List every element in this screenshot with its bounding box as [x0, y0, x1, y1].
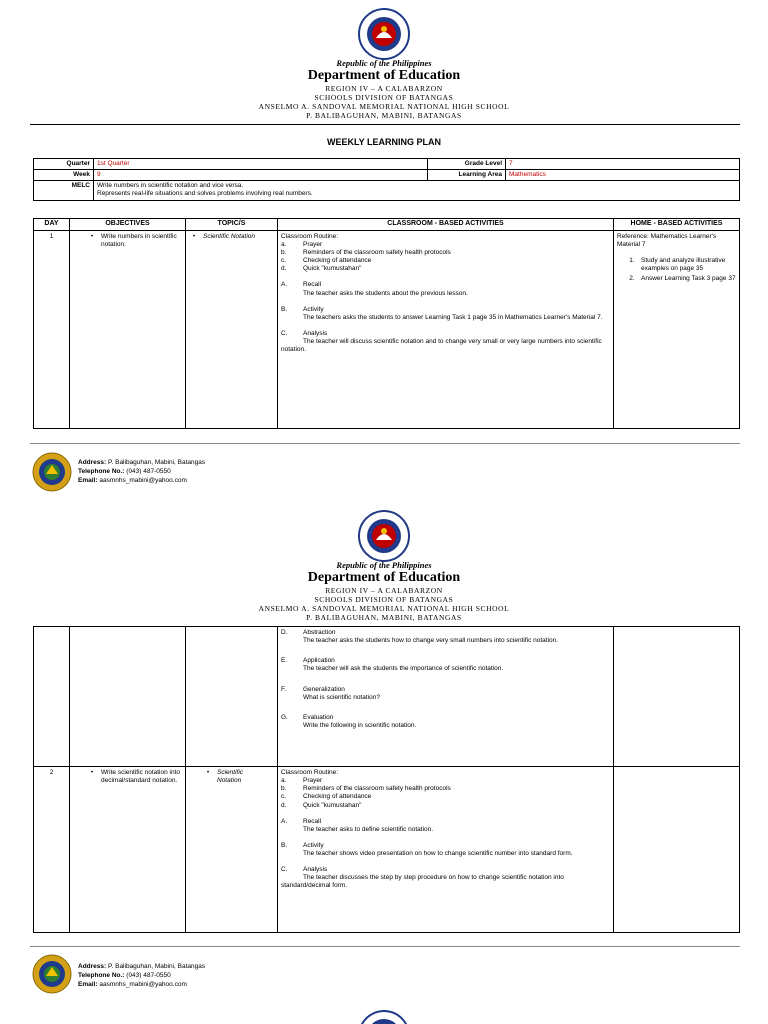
classroom-cell	[278, 627, 614, 767]
deped-seal-icon	[358, 510, 410, 562]
school-heading: ANSELMO A. SANDOVAL MEMORIAL NATIONAL HIGH SCHOOL	[258, 102, 510, 111]
melc-value	[94, 181, 740, 201]
topic-cell	[186, 627, 278, 767]
routine-item: Quick "kumustahan"	[303, 265, 362, 273]
plan-title: WEEKLY LEARNING PLAN	[326, 137, 441, 147]
division-heading: SCHOOLS DIVISION OF BATANGAS	[314, 93, 454, 102]
list-marker: B.	[281, 841, 288, 849]
page-1	[0, 0, 768, 500]
step-title: Generalization	[303, 685, 345, 693]
home-reference: Reference: Mathematics Learner's Material 7	[617, 232, 717, 248]
address-value: P. Balibaguhan, Mabini, Batangas	[108, 963, 206, 970]
list-marker: d.	[281, 265, 287, 273]
home-cell	[614, 627, 740, 767]
phone-label: Telephone No.:	[78, 972, 125, 980]
list-marker: D.	[281, 629, 288, 636]
step-title: Application	[303, 657, 335, 665]
address-label: Address:	[78, 963, 107, 970]
step-text: The teacher shows video presentation on how to change scientific number into standard form.	[303, 850, 573, 857]
list-marker: B.	[281, 305, 288, 313]
step-text: Write the following in scientific notation.	[303, 721, 417, 729]
week-label: Week	[34, 170, 94, 181]
list-marker: c.	[281, 793, 287, 801]
info-table	[33, 158, 740, 201]
list-marker: c.	[281, 257, 287, 265]
footer-contact	[78, 962, 205, 989]
email-value: aasmnhs_mabini@yahoo.com	[99, 477, 187, 485]
home-cell	[614, 767, 740, 933]
list-marker: a.	[281, 777, 287, 785]
email-label: Email:	[78, 981, 98, 989]
list-marker: G.	[281, 713, 288, 721]
routine-item: Prayer	[303, 240, 323, 248]
step-title: Recall	[303, 817, 322, 825]
phone-value: (043) 487-0550	[126, 972, 171, 980]
step-title: Activity	[303, 841, 324, 849]
day-cell	[34, 627, 70, 767]
topic-cell: • Scientific Notation	[186, 767, 278, 933]
school-logo-icon	[32, 954, 72, 994]
routine-title: Classroom Routine:	[281, 769, 339, 776]
routine-item: Reminders of the classroom safety health protocols	[303, 249, 451, 256]
list-marker: d.	[281, 801, 287, 809]
footer-contact	[78, 458, 205, 485]
grade-label: Grade Level	[428, 159, 506, 170]
objective-cell: • Write scientific notation into decimal/standard notation.	[70, 767, 186, 933]
republic-heading: Republic of the Philippines	[336, 58, 432, 68]
col-home: HOME - BASED ACTIVITIES	[614, 219, 740, 231]
republic-heading: Republic of the Philippines	[336, 560, 432, 570]
address-label: Address:	[78, 459, 107, 466]
routine-item: Prayer	[303, 777, 323, 785]
school-logo-icon	[32, 452, 72, 492]
objective-text: Write numbers in scientific notation.	[101, 232, 177, 248]
step-text: The teacher asks to define scientific notation.	[303, 825, 434, 833]
home-item: Study and analyze illustrative examples on page 35	[641, 257, 726, 273]
page-2	[0, 500, 768, 1002]
col-topics: TOPIC/S	[186, 219, 278, 231]
step-text: The teacher will discuss scientific notation and to change very small or very large numbers into scientific notation.	[281, 338, 602, 354]
topic-text: Scientific Notation	[203, 232, 256, 240]
step-title: Analysis	[303, 866, 328, 874]
objective-cell: • Write numbers in scientific notation.	[70, 230, 186, 428]
classroom-cell	[278, 230, 614, 428]
list-marker: b.	[281, 785, 287, 793]
list-marker: 2.	[629, 275, 635, 283]
routine-item: Reminders of the classroom safety health protocols	[303, 785, 451, 793]
step-text: The teacher asks the students how to change very small numbers into scientific notation.	[303, 637, 559, 645]
area-label: Learning Area	[428, 170, 506, 181]
routine-title: Classroom Routine:	[281, 232, 339, 240]
home-item: Answer Learning Task 3 page 37	[641, 275, 736, 283]
school-address-heading: P. BALIBAGUHAN, MABINI, BATANGAS	[306, 111, 462, 120]
week-value: 9	[94, 170, 428, 181]
day-cell: 2	[34, 767, 70, 933]
col-classroom: CLASSROOM - BASED ACTIVITIES	[278, 219, 614, 231]
region-heading: REGION IV – A CALABARZON	[325, 586, 443, 595]
day-cell: 1	[34, 230, 70, 428]
list-marker: F.	[281, 685, 287, 693]
col-objectives: OBJECTIVES	[70, 219, 186, 231]
list-marker: A.	[281, 817, 288, 825]
step-text: The teachers asks the students to answer Learning Task 1 page 35 in Mathematics Learner's Material 7.	[303, 313, 603, 321]
step-text: The teacher discusses the step by step procedure on how to change scientific notation into standard/decimal form.	[281, 874, 564, 890]
school-address-heading: P. BALIBAGUHAN, MABINI, BATANGAS	[306, 613, 462, 622]
list-marker: a.	[281, 240, 287, 248]
phone-value: (043) 487-0550	[126, 468, 171, 476]
topic-text: Scientific Notation	[217, 769, 244, 785]
routine-item: Checking of attendance	[303, 257, 372, 265]
deped-seal-icon	[358, 1010, 410, 1024]
objective-cell	[70, 627, 186, 767]
list-marker: b.	[281, 249, 287, 256]
objective-text: Write scientific notation into decimal/standard notation.	[101, 769, 180, 785]
topic-cell: • Scientific Notation	[186, 230, 278, 428]
step-title: Activity	[303, 305, 324, 313]
grade-value: 7	[506, 159, 740, 170]
routine-item: Checking of attendance	[303, 793, 372, 801]
email-value: aasmnhs_mabini@yahoo.com	[99, 981, 187, 989]
footer-divider	[30, 946, 740, 947]
list-marker: 1.	[629, 257, 635, 264]
step-title: Recall	[303, 281, 322, 289]
department-heading: Department of Education	[307, 68, 461, 83]
step-text: The teacher will ask the students the importance of scientific notation.	[303, 665, 504, 673]
activities-table	[33, 218, 740, 429]
header-divider	[30, 124, 740, 125]
quarter-label: Quarter	[34, 159, 94, 170]
list-marker: C.	[281, 866, 288, 874]
list-marker: E.	[281, 657, 288, 665]
melc-line: Write numbers in scientific notation and vice versa.	[97, 182, 244, 190]
area-value: Mathematics	[506, 170, 740, 181]
classroom-cell	[278, 767, 614, 933]
home-cell	[614, 230, 740, 428]
routine-item: Quick "kumustahan"	[303, 801, 362, 809]
email-label: Email:	[78, 477, 98, 485]
list-marker: C.	[281, 329, 288, 337]
quarter-value: 1st Quarter	[94, 159, 428, 170]
division-heading: SCHOOLS DIVISION OF BATANGAS	[314, 595, 454, 604]
melc-label: MELC	[34, 181, 94, 201]
deped-seal-icon	[358, 8, 410, 60]
phone-label: Telephone No.:	[78, 468, 125, 476]
activities-table-continued	[33, 626, 740, 933]
step-title: Analysis	[303, 329, 328, 337]
department-heading: Department of Education	[307, 570, 461, 585]
school-heading: ANSELMO A. SANDOVAL MEMORIAL NATIONAL HIGH SCHOOL	[258, 604, 510, 613]
step-title: Abstraction	[303, 629, 336, 636]
address-value: P. Balibaguhan, Mabini, Batangas	[108, 459, 206, 466]
step-text: What is scientific notation?	[303, 693, 380, 701]
col-day: DAY	[34, 219, 70, 231]
step-title: Evaluation	[303, 713, 334, 721]
list-marker: A.	[281, 281, 288, 289]
step-text: The teacher asks the students about the previous lesson.	[303, 289, 468, 297]
footer-divider	[30, 443, 740, 444]
region-heading: REGION IV – A CALABARZON	[325, 84, 443, 93]
melc-line: Represents real-life situations and solves problems involving real numbers.	[97, 190, 313, 198]
